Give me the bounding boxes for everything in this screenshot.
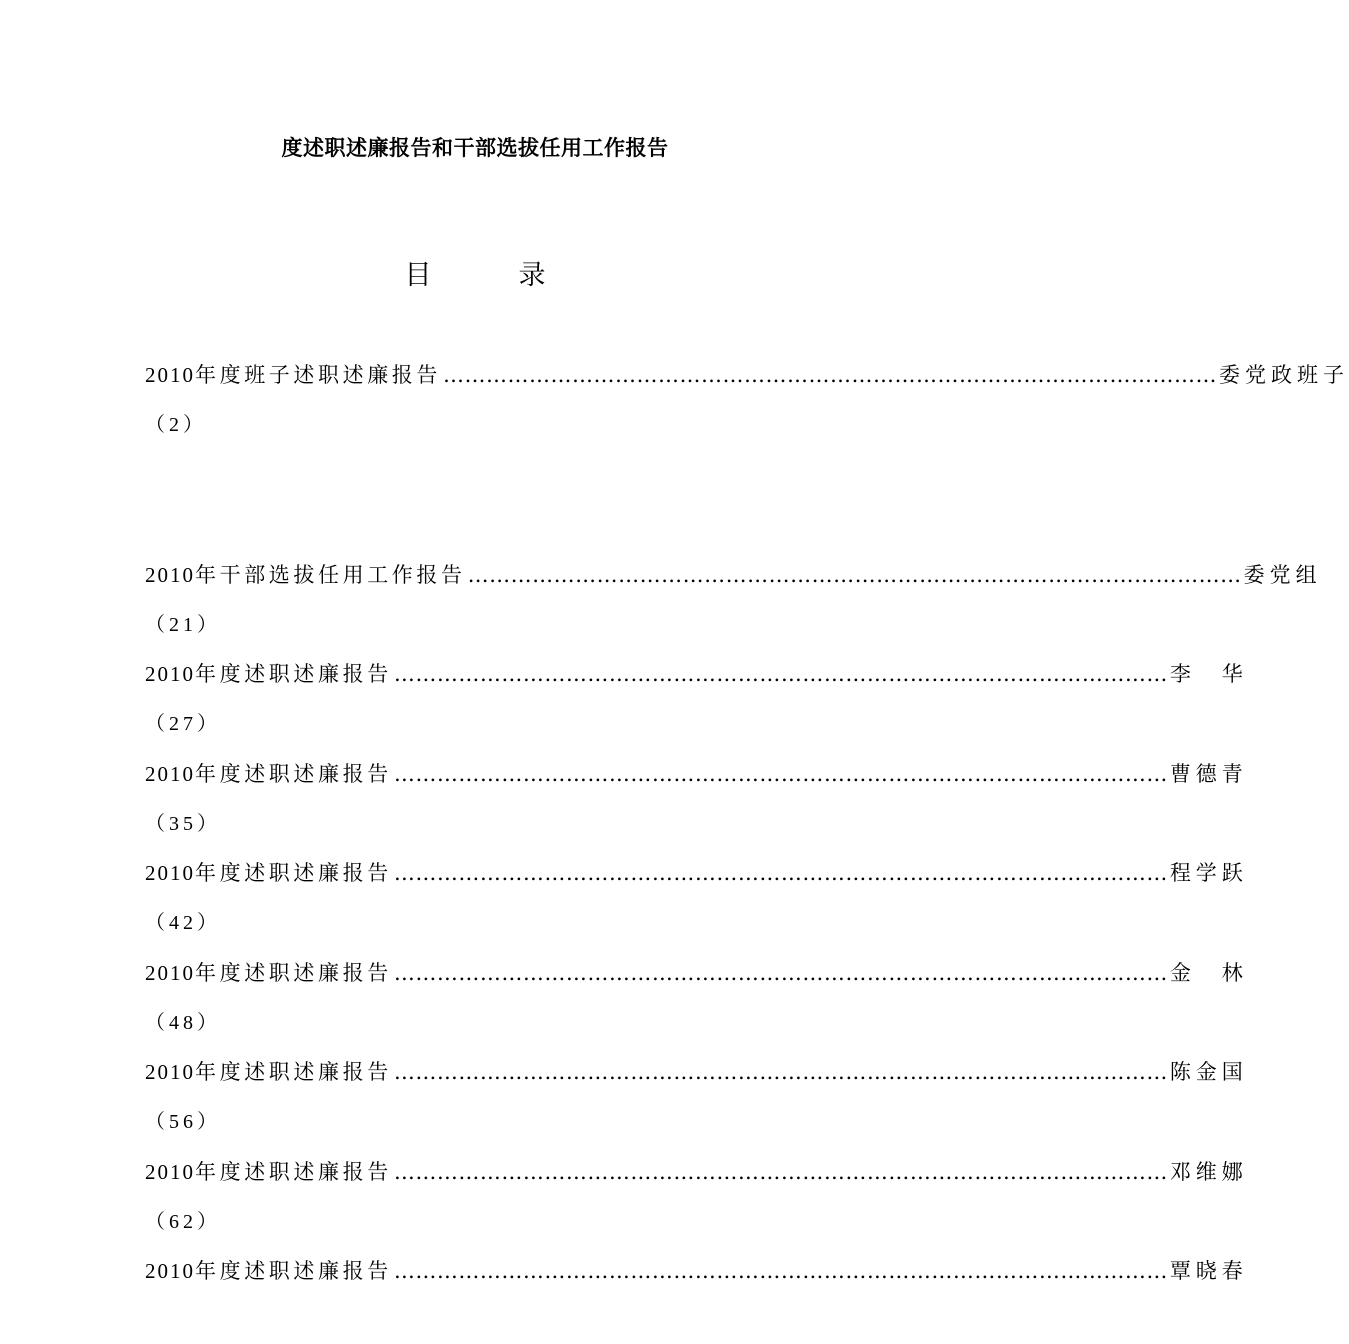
toc-entry[interactable] (145, 755, 1248, 855)
toc-entry-page-number: （2） (145, 414, 207, 436)
toc-entry-year: 2010 (145, 1060, 195, 1084)
toc-entry-page-number: （35） (145, 812, 221, 835)
toc-entry-line (145, 954, 1248, 992)
toc-entry-author: 曹德青 (1169, 761, 1248, 786)
toc-leader-dots: ……………………………………………………………………………………………… (393, 761, 1168, 786)
toc-entry-page-number: （21） (145, 613, 221, 636)
toc-entry[interactable] (145, 954, 1248, 1054)
toc-entry[interactable] (145, 655, 1248, 755)
toc-entry-author: 金 林 (1169, 960, 1248, 985)
toc-entry-title-text: 年度述职述廉报告 (195, 960, 392, 985)
toc-entry-author: 委党政班子 (1219, 363, 1349, 387)
toc-entry-title (145, 356, 441, 394)
toc-entry-line (145, 655, 1248, 693)
toc-entry-year: 2010 (145, 861, 195, 885)
toc-entry[interactable] (145, 1153, 1248, 1253)
toc-entry-line (145, 854, 1248, 892)
toc-entry-title-text: 年度述职述廉报告 (195, 662, 392, 686)
toc-leader-dots: ……………………………………………………………………………………………… (467, 562, 1242, 587)
toc-entry-title-text: 年度述职述廉报告 (195, 761, 392, 786)
toc-entry[interactable] (145, 356, 1349, 556)
toc-leader-dots: ……………………………………………………………………………………………… (393, 861, 1168, 885)
toc-entry-author: 委党组 (1243, 562, 1322, 587)
toc-entry-year: 2010 (145, 662, 195, 686)
document-title: 度述职述廉报告和干部选拔任用工作报告 (281, 135, 669, 160)
toc-entry-title-text: 年干部选拔任用工作报告 (195, 562, 466, 587)
toc-entry-author: 李 华 (1169, 662, 1248, 686)
toc-entry-line (145, 1153, 1248, 1191)
toc-entry-line (145, 556, 1322, 594)
toc-entry-author: 程学跃 (1169, 861, 1248, 885)
toc-leader-dots: ……………………………………………………………………………………………… (393, 662, 1168, 686)
toc-entry-title (145, 1252, 392, 1290)
toc-entry-year: 2010 (145, 761, 195, 786)
toc-entry-title (145, 1153, 392, 1191)
toc-entry-year: 2010 (145, 1259, 195, 1283)
toc-entry-title (145, 556, 466, 594)
toc-entry-line (145, 755, 1248, 793)
toc-leader-dots: ……………………………………………………………………………………………… (443, 363, 1217, 387)
toc-entry-title-text: 年度述职述廉报告 (195, 1060, 392, 1084)
toc-heading: 目 录 (404, 260, 576, 291)
toc-entry[interactable] (145, 1053, 1248, 1153)
toc-entry-line (145, 356, 1349, 394)
toc-leader-dots: ……………………………………………………………………………………………… (393, 960, 1168, 985)
toc-entry-line (145, 1053, 1248, 1091)
toc-entry-title (145, 755, 392, 793)
toc-entry-page-number: （42） (145, 912, 221, 934)
toc-entry-title-text: 年度述职述廉报告 (195, 1259, 392, 1283)
toc-entry-page-number: （62） (145, 1210, 221, 1233)
toc-entry-title (145, 954, 392, 992)
toc-entry-title (145, 1053, 392, 1091)
toc-leader-dots: ……………………………………………………………………………………………… (393, 1259, 1168, 1283)
toc-entry-author: 邓维娜 (1169, 1159, 1248, 1184)
toc-entry-year: 2010 (145, 960, 195, 985)
toc-entry-title-text: 年度班子述职述廉报告 (195, 363, 441, 387)
toc-entry-page-number: （27） (145, 713, 221, 735)
toc-entry-title (145, 655, 392, 693)
toc-leader-dots: ……………………………………………………………………………………………… (393, 1060, 1168, 1084)
toc-entry[interactable] (145, 1252, 1248, 1312)
toc-entry[interactable] (145, 556, 1322, 656)
toc-entry-year: 2010 (145, 1159, 195, 1184)
toc-entry-title-text: 年度述职述廉报告 (195, 1159, 392, 1184)
toc-entry-author: 陈金国 (1169, 1060, 1248, 1084)
toc-entry-title (145, 854, 392, 892)
toc-entry-page-number: （48） (145, 1011, 221, 1034)
toc-entry-title-text: 年度述职述廉报告 (195, 861, 392, 885)
toc-leader-dots: ……………………………………………………………………………………………… (393, 1159, 1168, 1184)
table-of-contents (145, 356, 1349, 1312)
toc-entry-year: 2010 (145, 562, 195, 587)
toc-entry-author: 覃晓春 (1169, 1259, 1248, 1283)
toc-entry-page-number: （56） (145, 1111, 221, 1133)
toc-entry[interactable] (145, 854, 1248, 954)
toc-entry-year: 2010 (145, 363, 195, 387)
toc-entry-line (145, 1252, 1248, 1290)
